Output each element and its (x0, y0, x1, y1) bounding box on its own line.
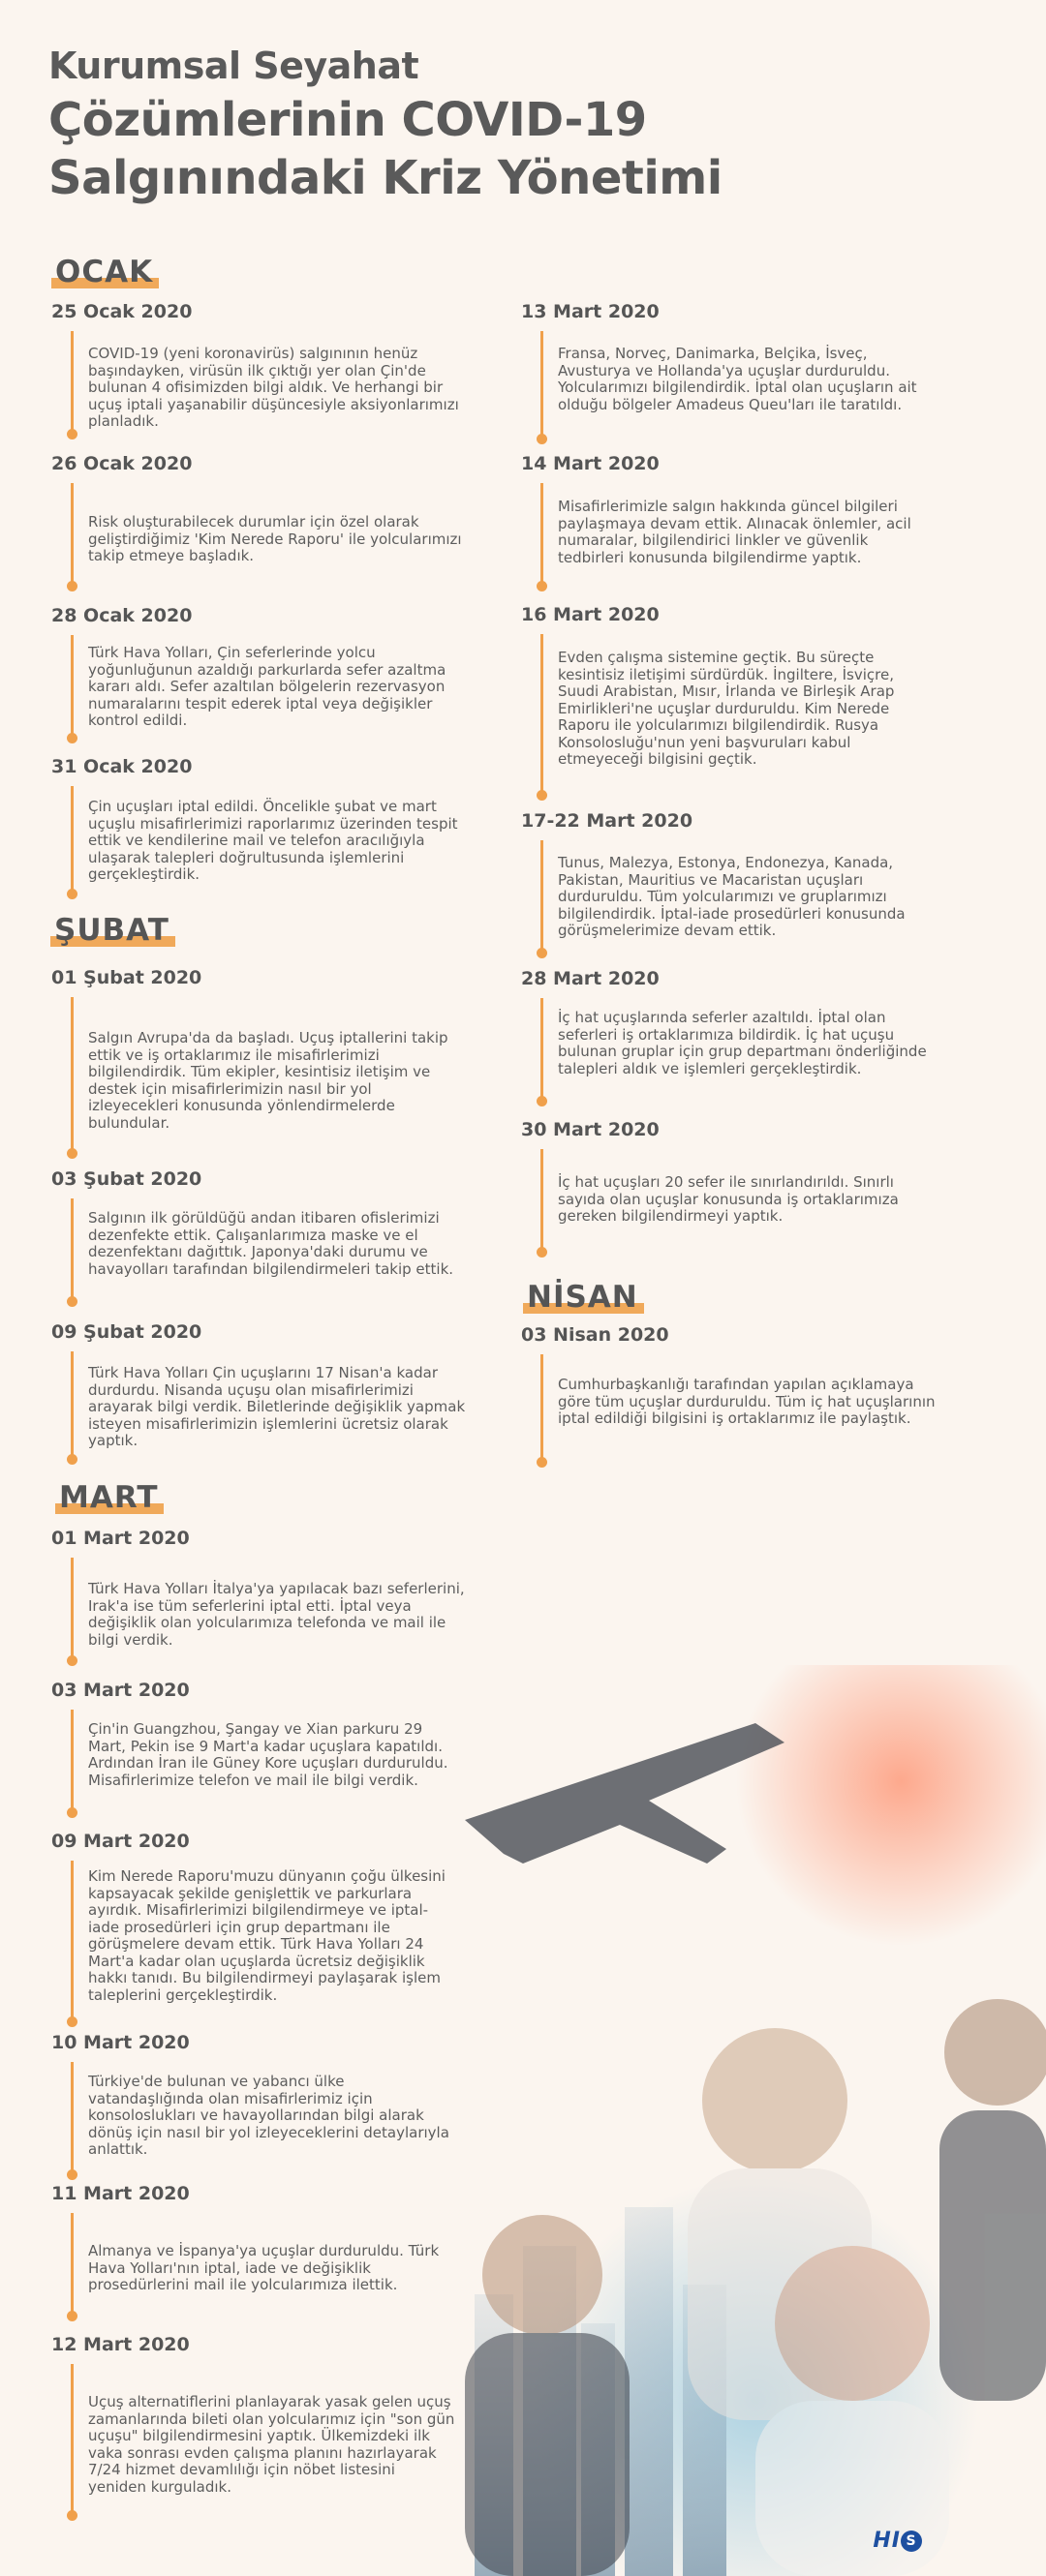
event-date: 10 Mart 2020 (51, 2032, 190, 2053)
event-date: 03 Şubat 2020 (51, 1168, 202, 1190)
month-mart: MART (59, 1480, 159, 1515)
event-text: Türk Hava Yolları, Çin seferlerinde yolcu yoğunluğunun azaldığı parkurlarda sefer azaltma kararı aldı. Sefer azaltılan bölgelerin rezervasyon numaralarını tespit ederek iptal veya değişikler kontrol edildi. (88, 644, 446, 729)
event-text: Misafirlerimizle salgın hakkında güncel bilgileri paylaşmaya devam ettik. Alınacak önlemler, acil numaralar, bilgilendirici linkler ve güvenlik tedbirleri konusunda bilgilendirme yaptık. (558, 498, 911, 566)
event-text: Salgının ilk görüldüğü andan itibaren ofislerimizi dezenfekte ettik. Çalışanlarımıza maske ve el dezenfektanı dağıttık. Japonya'daki durumu ve havayolları tarafından bilgilendirmeleri takip ettik. (88, 1209, 454, 1278)
timeline-line (71, 1710, 74, 1816)
event-date: 09 Şubat 2020 (51, 1321, 202, 1343)
timeline-line (71, 2364, 74, 2519)
event-date: 01 Şubat 2020 (51, 967, 202, 988)
event-date: 30 Mart 2020 (521, 1119, 660, 1140)
timeline-line (71, 2213, 74, 2319)
timeline-line (71, 1861, 74, 2025)
event-text: Türkiye'de bulunan ve yabancı ülke vatandaşlığında olan misafirlerimiz için konsoloslukları ve havayollarından bilgi alarak dönüş için nasıl bir yol izleyeceklerini detaylarıyla anlattık. (88, 2073, 449, 2158)
event-date: 09 Mart 2020 (51, 1831, 190, 1852)
event-text: Almanya ve İspanya'ya uçuşlar durduruldu. Türk Hava Yolları'nın iptal, iade ve değişiklik prosedürlerini mail ile yolcularımıza ilettik. (88, 2242, 440, 2293)
timeline-line (540, 483, 543, 590)
event-date: 31 Ocak 2020 (51, 756, 193, 777)
event-date: 14 Mart 2020 (521, 453, 660, 474)
event-date: 03 Mart 2020 (51, 1680, 190, 1701)
event-text: Çin uçuşları iptal edildi. Öncelikle şubat ve mart uçuşlu misafirlerimizi raporlarımız üzerinden tespit ettik ve kendilerine mail ve telefon aracılığıyla ulaşarak talepleri doğrultusunda işlemlerini gerçekleştirdik. (88, 798, 458, 883)
event-date: 01 Mart 2020 (51, 1528, 190, 1549)
timeline-line (71, 483, 74, 590)
timeline-line (71, 997, 74, 1157)
event-text: Risk oluşturabilecek durumlar için özel olarak geliştirdiğimiz 'Kim Nerede Raporu' ile yolcularımızı takip etmeye başladık. (88, 513, 462, 564)
collage-illustration (436, 1665, 1046, 2576)
event-text: Çin'in Guangzhou, Şangay ve Xian parkuru 29 Mart, Pekin ise 9 Mart'a kadar uçuşlara kapatıldı. Ardından İran ile Güney Kore uçuşları durduruldu. Misafirlerimize telefon ve mail ile bilgi verdik. (88, 1720, 448, 1789)
event-text: Fransa, Norveç, Danimarka, Belçika, İsveç, Avusturya ve Hollanda'ya uçuşlar durduruldu. Yolcularımızı bilgilendirdik. İptal olan uçuşların ait olduğu bölgeler Amadeus Queu'ları ile taratıldı. (558, 345, 917, 413)
timeline-line (71, 1198, 74, 1305)
timeline-line (540, 840, 543, 956)
his-logo: HI S (873, 2529, 922, 2553)
decorative-photo-collage (436, 1665, 1046, 2576)
event-date: 28 Ocak 2020 (51, 605, 193, 626)
month-subat: ŞUBAT (54, 913, 169, 948)
event-date: 28 Mart 2020 (521, 968, 660, 989)
event-date: 25 Ocak 2020 (51, 301, 193, 322)
event-text: Salgın Avrupa'da da başladı. Uçuş iptallerini takip ettik ve iş ortaklarımız ile misafirlerimizi bilgilendirdik. Tüm ekipler, kesintisiz iletişim ve destek için misafirlerimizin nasıl bir yol izleyecekleri konusunda yönlendirmelerde bulundular. (88, 1029, 448, 1132)
timeline-line (540, 1149, 543, 1256)
event-date: 16 Mart 2020 (521, 604, 660, 625)
event-date: 26 Ocak 2020 (51, 453, 193, 474)
event-text: COVID-19 (yeni koronavirüs) salgınının henüz başındayken, virüsün ilk çıktığı yer olan Çin'de bulunan 4 ofisimizden bilgi aldık. Ve herhangi bir uçuş iptali yaşanabilir düşüncesiyle aksiyonlarımızı planladık. (88, 345, 459, 430)
timeline-line (71, 1558, 74, 1664)
timeline-line (71, 635, 74, 742)
title-line-1: Kurumsal Seyahat (48, 45, 419, 87)
event-date: 13 Mart 2020 (521, 301, 660, 322)
event-date: 12 Mart 2020 (51, 2334, 190, 2355)
event-text: Evden çalışma sistemine geçtik. Bu süreçte kesintisiz iletişimi sürdürdük. İngiltere, İsviçre, Suudi Arabistan, Mısır, İrlanda ve Birleşik Arap Emirlikleri'ne uçuşlar durduruldu. Kim Nerede Raporu ile yolcularımızı bilgilendirdik. Rusya Konsolosluğu'nun yeni başvuruları kabul etmeyeceği bilgisini geçtik. (558, 649, 895, 768)
event-date: 17-22 Mart 2020 (521, 810, 693, 832)
month-ocak: OCAK (55, 255, 154, 289)
title-line-3: Salgınındaki Kriz Yönetimi (48, 151, 723, 205)
event-text: Türk Hava Yolları Çin uçuşlarını 17 Nisan'a kadar durdurdu. Nisanda uçuşu olan misafirlerimizi arayarak bilgi verdik. Biletlerinde değişiklik yapmak isteyen misafirlerimizin işlemlerini ücretsiz olarak yaptık. (88, 1364, 466, 1449)
timeline-line (540, 1354, 543, 1466)
timeline-line (71, 2062, 74, 2178)
event-date: 03 Nisan 2020 (521, 1324, 669, 1346)
event-text: Uçuş alternatiflerini planlayarak yasak gelen uçuş zamanlarında bileti olan yolcularımız için "son gün uçuşu" bilgilendirmesini yaptık. Ülkemizdeki ilk vaka sonrası evden çalışma planını hazırlayarak 7/24 hizmet devamlılığı için nöbet listesini yeniden kurguladık. (88, 2393, 455, 2496)
month-nisan: NİSAN (527, 1280, 638, 1315)
timeline-line (540, 331, 543, 442)
timeline-line (71, 786, 74, 897)
event-text: Tunus, Malezya, Estonya, Endonezya, Kanada, Pakistan, Mauritius ve Macaristan uçuşları durduruldu. Tüm yolcularımızı ve gruplarımızı bilgilendirdik. İptal-iade prosedürleri konusunda görüşmelerimize devam ettik. (558, 854, 906, 939)
event-text: Kim Nerede Raporu'muzu dünyanın çoğu ülkesini kapsayacak şekilde genişlettik ve parkurlara ayırdık. Misafirlerimizi bilgilendirmeye ve iptal-iade prosedürleri için grup departmanı ile görüşmelere devam ettik. Türk Hava Yolları 24 Mart'a kadar olan uçuşlarda ücretsiz değişiklik hakkı tanıdı. Bu bilgilendirmeyi paylaşarak işlem taleplerini gerçekleştirdik. (88, 1867, 446, 2004)
timeline-line (71, 331, 74, 438)
timeline-line (540, 634, 543, 799)
page-title (48, 41, 723, 207)
event-text: İç hat uçuşlarında seferler azaltıldı. İptal olan seferleri iş ortaklarımıza bildirdik. İç hat uçuşu bulunan gruplar için grup departmanı önderliğinde talepleri aldık ve işlemleri gerçekleştirdik. (558, 1009, 927, 1077)
event-text: Türk Hava Yolları İtalya'ya yapılacak bazı seferlerini, Irak'a ise tüm seferlerini iptal etti. İptal veya değişiklik olan yolcularımıza telefonda ve mail ile bilgi verdik. (88, 1580, 465, 1649)
event-date: 11 Mart 2020 (51, 2183, 190, 2204)
timeline-line (71, 1351, 74, 1463)
event-text: İç hat uçuşları 20 sefer ile sınırlandırıldı. Sınırlı sayıda olan uçuşlar konusunda iş ortaklarımıza gereken bilgilendirmeyi yaptık. (558, 1173, 899, 1225)
title-line-2: Çözümlerinin COVID-19 (48, 93, 647, 147)
event-text: Cumhurbaşkanlığı tarafından yapılan açıklamaya göre tüm uçuşlar durduruldu. Tüm iç hat uçuşlarının iptal edildiği bilgisini iş ortaklarımız ile paylaştık. (558, 1376, 936, 1427)
timeline-line (540, 998, 543, 1105)
